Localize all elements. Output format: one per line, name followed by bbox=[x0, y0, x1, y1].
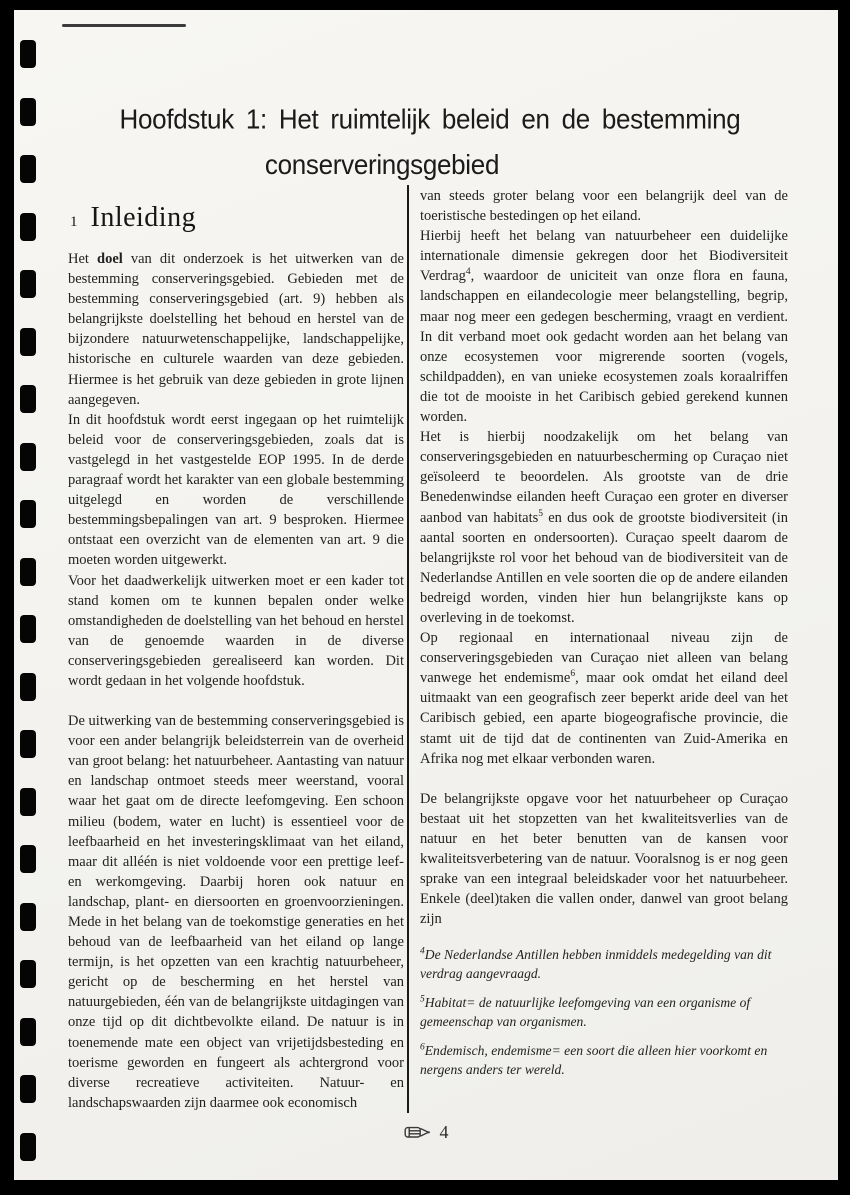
footnote-ref: 6 bbox=[570, 669, 576, 680]
binding-hole bbox=[20, 960, 36, 988]
binding-hole bbox=[20, 385, 36, 413]
paragraph-text: Hierbij heeft het belang van natuurbeheer een duidelijke internationale dimensie gekregen door het Biodiversiteit Verdrag bbox=[420, 228, 788, 285]
top-rule bbox=[62, 24, 186, 27]
page-number: 4 bbox=[439, 1122, 449, 1142]
binding-hole bbox=[20, 328, 36, 356]
binding-hole bbox=[20, 270, 36, 298]
footnote-text: De Nederlandse Antillen hebben inmiddels medegelding van dit verdrag aangevraagd. bbox=[420, 947, 772, 982]
footnote-number: 5 bbox=[420, 994, 425, 1005]
paragraph: De uitwerking van de bestemming conserveringsgebied is voor een ander belangrijk beleidsterrein van de overheid van groot belang: het natuurbeheer. Aantasting van natuur en landschap ontmoet steeds meer weerstand, vooral waar het gaat om de directe leefomgeving. Een schoon milieu (bodem, water en lucht) is essentieel voor de leefbaarheid en het investeringsklimaat van het eiland, maar dit alléén is niet voldoende voor een prettige leef- en werkomgeving. Daarbij horen ook natuur en landschap, plant- en diersoorten en groenvoorzieningen. Mede in het belang van de toekomstige generaties en het behoud van de leefbaarheid van het eiland op lange termijn, is het opzetten van een krachtig natuurbeheer, gericht op de bescherming en het herstel van natuurgebieden, één van de belangrijkste uitdagingen van onze tijd op dit dichtbevolkte eiland. De natuur is in toenemende mate een object van vrijetijdsbesteding en toerisme geworden en fungeert als achtergrond voor diverse recreatieve activiteiten. Natuur- en landschapswaarden zijn daarmee ook economisch bbox=[68, 713, 404, 1111]
paragraph: In dit hoofdstuk wordt eerst ingegaan op het ruimtelijk beleid voor de conserveringsgebieden, zoals dat is vastgelegd in het vastgestelde EOP 1995. In de derde paragraaf wordt het karakter van een globale bestemming uitgelegd en worden de verschillende bestemmingsbepalingen van art. 9 besproken. Hiermee ontstaat een overzicht van de elementen van art. 9 die moeten worden uitgewerkt. bbox=[68, 411, 404, 569]
binding-hole bbox=[20, 673, 36, 701]
paragraph-text: , waardoor de uniciteit van onze flora en fauna, landschappen en eilandecologie meer belangstelling, begrip, maar nog meer een gedegen bescherming, vraagt en verdient. In dit verband moet ook gedacht worden aan het belang van onze ecosystemen voor migrerende soorten (vogels, schildpadden), en van unieke ecosystemen zoals koraalriffen die tot de mooiste in het Caribisch gebied gerekend kunnen worden. bbox=[420, 268, 788, 426]
chapter-title bbox=[60, 96, 800, 187]
right-column bbox=[420, 186, 788, 1079]
binding-hole bbox=[20, 1018, 36, 1046]
paragraph-text: Op regionaal en internationaal niveau zijn de conserveringsgebieden van Curaçao niet alleen van belang vanwege het endemisme bbox=[420, 630, 788, 687]
chapter-title-line2: conserveringsgebied bbox=[264, 147, 500, 181]
binding-hole bbox=[20, 500, 36, 528]
binding-hole bbox=[20, 213, 36, 241]
footnote-number: 4 bbox=[420, 946, 425, 957]
binding-holes bbox=[20, 40, 37, 1161]
binding-hole bbox=[20, 98, 36, 126]
binding-hole bbox=[20, 558, 36, 586]
column-divider bbox=[407, 185, 409, 1113]
chapter-title-line1: Hoofdstuk 1: Het ruimtelijk beleid en de bestemming bbox=[119, 102, 741, 135]
binding-hole bbox=[20, 443, 36, 471]
footnotes bbox=[420, 945, 788, 1079]
page-footer bbox=[14, 1122, 838, 1143]
paragraph bbox=[420, 427, 788, 628]
footnote-text: Endemisch, endemisme= een soort die alleen hier voorkomt en nergens anders ter wereld. bbox=[420, 1043, 768, 1078]
binding-hole bbox=[20, 788, 36, 816]
paragraph: De belangrijkste opgave voor het natuurbeheer op Curaçao bestaat uit het stopzetten van het kwaliteitsverlies van de natuur en het beter benutten van de kansen voor kwaliteitsverbetering van de natuur. Vooralsnog is er nog geen sprake van een integraal beleidskader voor het natuurbeheer. Enkele (deel)taken die vallen onder, danwel van groot belang zijn bbox=[420, 790, 788, 928]
paragraph bbox=[68, 249, 404, 410]
binding-hole bbox=[20, 1075, 36, 1103]
bold-term: doel bbox=[97, 251, 123, 267]
footnote bbox=[420, 945, 788, 983]
binding-hole bbox=[20, 730, 36, 758]
binding-hole bbox=[20, 40, 36, 68]
paragraph: Voor het daadwerkelijk uitwerken moet er een kader tot stand komen om te kunnen bepalen onder welke omstandigheden de doelstelling van het behoud en herstel van de genoemde waarden in de diverse conserveringsgebieden gerealiseerd kan worden. Dit wordt gedaan in het volgende hoofdstuk. bbox=[68, 572, 404, 689]
paragraph bbox=[420, 226, 788, 427]
paragraph-text: Het bbox=[68, 251, 98, 267]
footnote-number: 6 bbox=[420, 1042, 425, 1053]
binding-hole bbox=[20, 903, 36, 931]
footnote bbox=[420, 1041, 788, 1079]
binding-hole bbox=[20, 845, 36, 873]
footnote-ref: 4 bbox=[465, 267, 471, 278]
paragraph: van steeds groter belang voor een belangrijk deel van de toeristische bestedingen op het eiland. bbox=[420, 188, 788, 225]
paragraph bbox=[420, 628, 788, 769]
section-number: 1 bbox=[70, 214, 78, 230]
scanned-page bbox=[14, 10, 838, 1180]
paragraph-text: Het is hierbij noodzakelijk om het belang van conserveringsgebieden en natuurbescherming op Curaçao niet geïsoleerd te beoordelen. Als grootste van de drie Benedenwindse eilanden heeft Curaçao een groter en diverser aanbod van habitats bbox=[420, 429, 788, 526]
footnote-ref: 5 bbox=[538, 508, 544, 519]
footnote bbox=[420, 993, 788, 1031]
pencil-icon bbox=[404, 1125, 432, 1140]
paragraph-text: van dit onderzoek is het uitwerken van de bestemming conserveringsgebied. Gebieden met de bestemming conserveringsgebied (art. 9) hebben als belangrijkste doelstelling het behoud en herstel van de bijzondere natuurwetenschappelijke, landschappelijke, historische en culturele waarden van deze gebieden. Hiermee is het gebruik van deze gebieden in grote lijnen aangegeven. bbox=[68, 251, 404, 408]
paragraph-text: , maar ook omdat het eiland deel uitmaakt van een geografisch zeer beperkt aride deel van het Caribisch gebied, een aparte biogeografische provincie, die stamt uit de tijd dat de continenten van Zuid-Amerika en Afrika nog met elkaar verbonden waren. bbox=[420, 670, 789, 767]
section-heading bbox=[70, 202, 196, 234]
paragraph-text: en dus ook de grootste biodiversiteit (in aantal soorten en ondersoorten). Curaçao speelt daarom de belangrijkste rol voor het behoud van de biodiversiteit van de Nederlandse Antillen en vele soorten die op de andere eilanden bedreigd worden, vinden hier hun belangrijkste kans op overleving in de toekomst. bbox=[420, 509, 788, 626]
left-column bbox=[68, 249, 404, 1113]
binding-hole bbox=[20, 615, 36, 643]
footnote-text: Habitat= de natuurlijke leefomgeving van een organisme of gemeenschap van organismen. bbox=[420, 995, 751, 1030]
section-title: Inleiding bbox=[90, 202, 197, 233]
